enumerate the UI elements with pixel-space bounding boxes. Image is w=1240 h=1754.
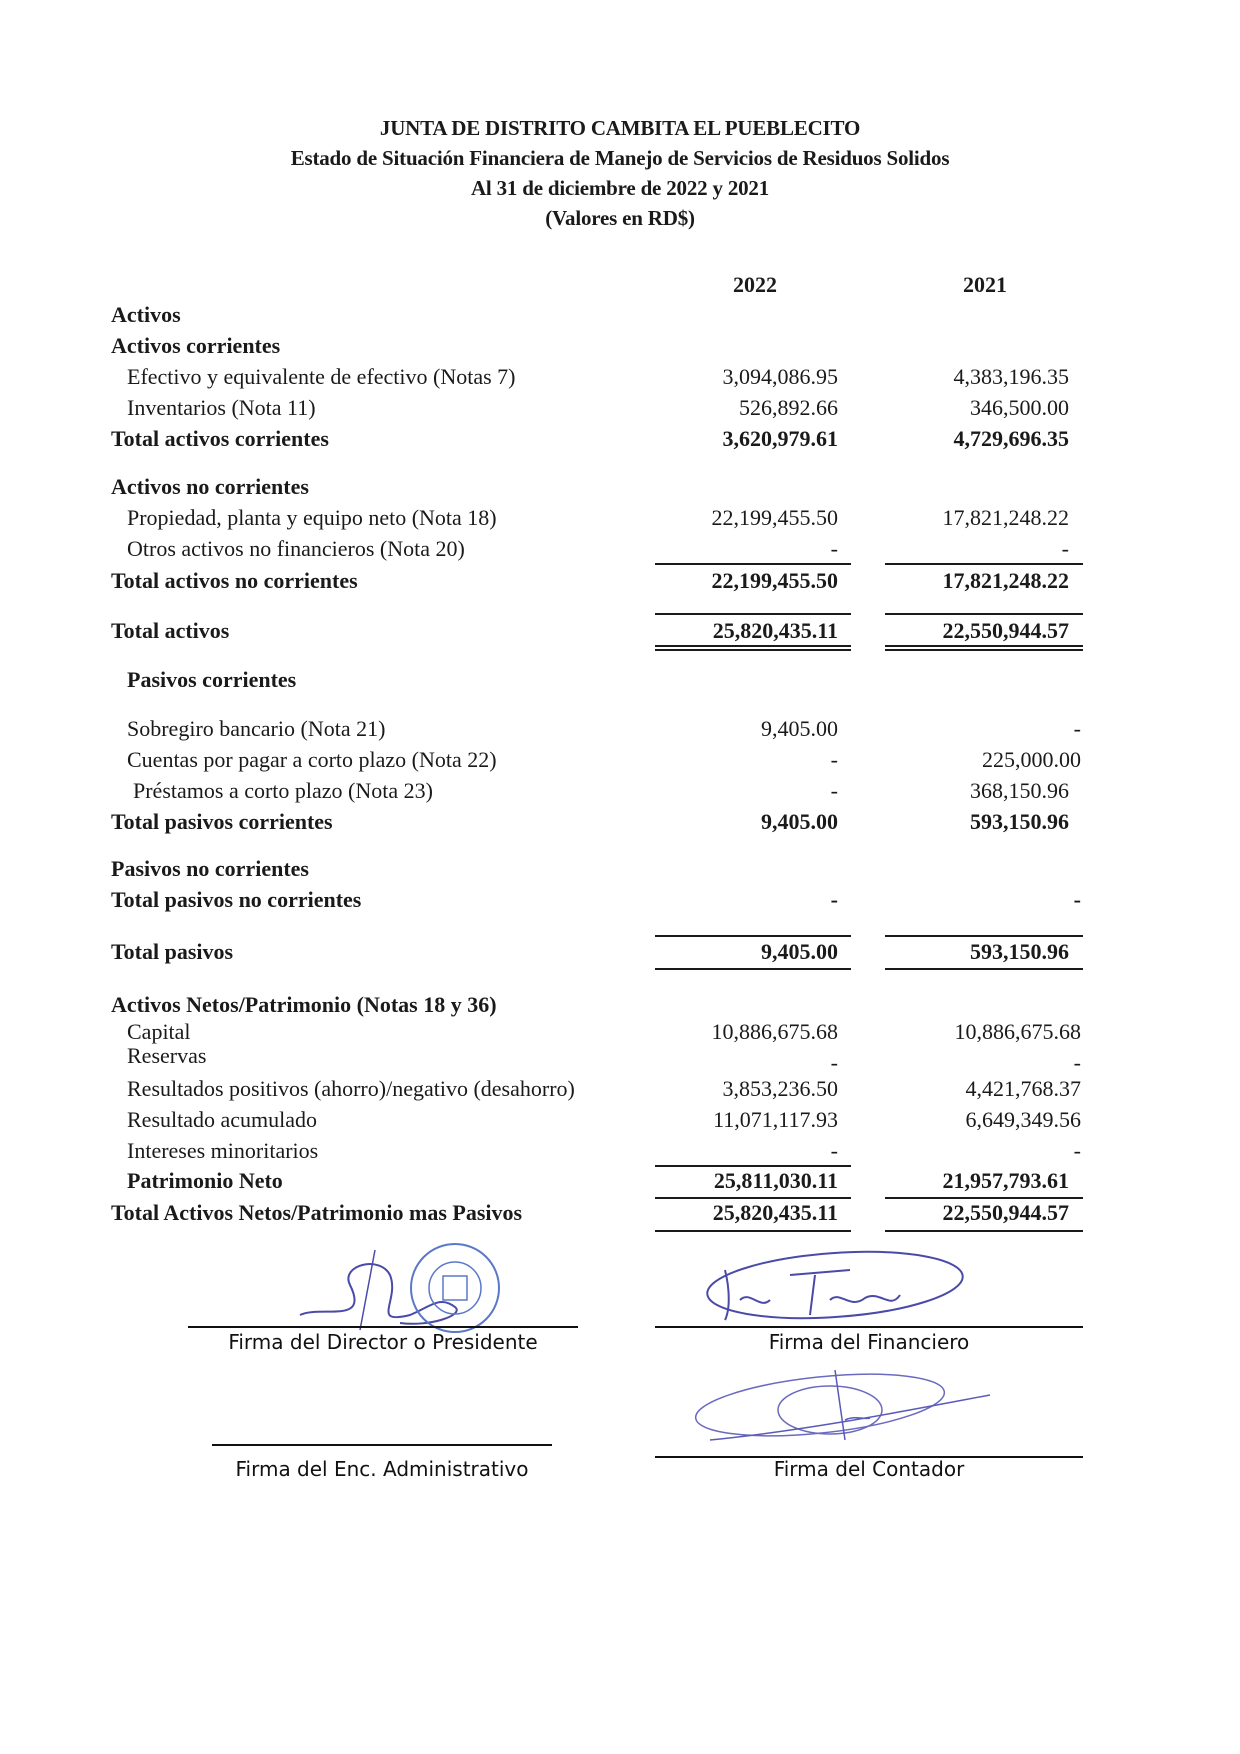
row-label: Capital xyxy=(127,1019,191,1044)
section-title: Activos corrientes xyxy=(111,333,281,358)
value-2021: 346,500.00 xyxy=(970,395,1069,420)
total-row xyxy=(0,807,1240,837)
value-2022: 3,853,236.50 xyxy=(722,1076,838,1101)
total-row xyxy=(0,566,1240,596)
statement-date: Al 31 de diciembre de 2022 y 2021 xyxy=(470,176,770,200)
table-row xyxy=(0,1041,1240,1075)
value-2021: 22,550,944.57 xyxy=(942,1200,1069,1225)
row-label: Sobregiro bancario (Nota 21) xyxy=(127,716,386,741)
value-2022: 9,405.00 xyxy=(761,716,838,741)
value-2021: 21,957,793.61 xyxy=(942,1168,1069,1193)
table-row xyxy=(0,362,1240,392)
table-row xyxy=(0,1136,1240,1166)
value-2022: 3,094,086.95 xyxy=(722,364,838,389)
total-rule xyxy=(655,968,851,970)
value-2022: 11,071,117.93 xyxy=(713,1107,838,1132)
value-2022: - xyxy=(830,887,838,912)
subtotal-rule xyxy=(885,563,1083,565)
value-2021: 6,649,349.56 xyxy=(965,1107,1081,1132)
section-title: Activos xyxy=(111,302,181,327)
total-rule xyxy=(885,968,1083,970)
row-label: Reservas xyxy=(127,1043,207,1068)
total-rule xyxy=(655,613,851,615)
net-equity-row xyxy=(0,1166,1240,1196)
value-2021: 4,729,696.35 xyxy=(953,426,1069,451)
signature-label-administrative: Firma del Enc. Administrativo xyxy=(235,1457,529,1481)
value-2022: 25,820,435.11 xyxy=(712,1200,838,1225)
value-2021: 225,000.00 xyxy=(982,747,1081,772)
currency-note: (Valores en RD$) xyxy=(545,206,695,230)
table-row xyxy=(0,1105,1240,1135)
section-non-current-liabilities xyxy=(0,854,1240,884)
value-2022: - xyxy=(830,536,838,561)
value-2021: - xyxy=(1073,1138,1081,1163)
row-label: Total activos corrientes xyxy=(111,426,329,451)
section-current-liabilities xyxy=(0,665,1240,695)
signature-label-accountant: Firma del Contador xyxy=(773,1457,965,1481)
value-2021: - xyxy=(1073,716,1081,741)
value-2021: 368,150.96 xyxy=(970,778,1069,803)
double-rule xyxy=(885,645,1083,647)
row-label: Resultados positivos (ahorro)/negativo (desahorro) xyxy=(127,1076,575,1101)
signature-line-financier xyxy=(655,1326,1083,1328)
total-row xyxy=(0,424,1240,454)
value-2021: 593,150.96 xyxy=(970,809,1069,834)
financier-signature-icon xyxy=(700,1240,970,1340)
signature-label-director: Firma del Director o Presidente xyxy=(228,1330,538,1354)
column-headers xyxy=(0,270,1240,300)
row-label: Total pasivos corrientes xyxy=(111,809,333,834)
value-2021: 4,383,196.35 xyxy=(953,364,1069,389)
subtotal-rule xyxy=(655,563,851,565)
section-assets xyxy=(0,300,1240,330)
column-2021: 2021 xyxy=(963,272,1007,297)
value-2021: - xyxy=(1073,1050,1081,1075)
table-row xyxy=(0,714,1240,744)
row-label: Inventarios (Nota 11) xyxy=(127,395,316,420)
total-row xyxy=(0,885,1240,915)
row-label: Préstamos a corto plazo (Nota 23) xyxy=(133,778,433,803)
total-rule xyxy=(885,1230,1083,1232)
value-2022: 10,886,675.68 xyxy=(711,1019,838,1044)
row-label: Total pasivos xyxy=(111,939,234,964)
section-title: Pasivos corrientes xyxy=(127,667,297,692)
statement-title: Estado de Situación Financiera de Manejo de Servicios de Residuos Solidos xyxy=(290,146,950,170)
row-label: Propiedad, planta y equipo neto (Nota 18) xyxy=(127,505,497,530)
value-2022: 22,199,455.50 xyxy=(711,505,838,530)
row-label: Total pasivos no corrientes xyxy=(111,887,362,912)
table-row xyxy=(0,776,1240,806)
official-stamp-icon xyxy=(405,1238,505,1338)
value-2022: - xyxy=(830,1050,838,1075)
accountant-signature-icon xyxy=(690,1370,1010,1450)
row-label: Intereses minoritarios xyxy=(127,1138,319,1163)
value-2021: 4,421,768.37 xyxy=(965,1076,1081,1101)
total-rule xyxy=(885,613,1083,615)
row-label: Total activos no corrientes xyxy=(111,568,358,593)
value-2022: 25,811,030.11 xyxy=(713,1168,838,1193)
table-row xyxy=(0,534,1240,564)
value-2022: 9,405.00 xyxy=(761,809,838,834)
grand-total-assets-row xyxy=(0,616,1240,646)
value-2022: 25,820,435.11 xyxy=(712,618,838,643)
row-label: Total Activos Netos/Patrimonio mas Pasivos xyxy=(111,1200,523,1225)
section-non-current-assets xyxy=(0,472,1240,502)
table-row xyxy=(0,393,1240,423)
section-title: Pasivos no corrientes xyxy=(111,856,309,881)
row-label: Cuentas por pagar a corto plazo (Nota 22) xyxy=(127,747,497,772)
signature-line-administrative xyxy=(212,1444,552,1446)
double-rule xyxy=(655,645,851,647)
value-2021: - xyxy=(1061,536,1069,561)
row-label: Resultado acumulado xyxy=(127,1107,318,1132)
value-2022: - xyxy=(830,747,838,772)
row-label: Otros activos no financieros (Nota 20) xyxy=(127,536,465,561)
total-liabilities-row xyxy=(0,937,1240,967)
value-2021: 593,150.96 xyxy=(970,939,1069,964)
double-rule xyxy=(655,649,851,651)
section-equity xyxy=(0,990,1240,1020)
value-2021: 22,550,944.57 xyxy=(942,618,1069,643)
section-title: Activos no corrientes xyxy=(111,474,309,499)
table-row xyxy=(0,1074,1240,1104)
value-2022: 526,892.66 xyxy=(739,395,838,420)
signature-label-financier: Firma del Financiero xyxy=(768,1330,970,1354)
row-label: Patrimonio Neto xyxy=(127,1168,283,1193)
value-2022: - xyxy=(830,778,838,803)
value-2021: - xyxy=(1073,887,1081,912)
row-label: Efectivo y equivalente de efectivo (Notas 7) xyxy=(127,364,516,389)
row-label: Total activos xyxy=(111,618,230,643)
section-current-assets xyxy=(0,331,1240,361)
table-row xyxy=(0,745,1240,775)
value-2022: 22,199,455.50 xyxy=(711,568,838,593)
section-title: Activos Netos/Patrimonio (Notas 18 y 36) xyxy=(111,992,497,1017)
value-2022: 9,405.00 xyxy=(761,939,838,964)
entity-title: JUNTA DE DISTRITO CAMBITA EL PUEBLECITO xyxy=(379,116,861,140)
value-2022: 3,620,979.61 xyxy=(722,426,838,451)
total-rule xyxy=(655,1230,851,1232)
value-2021: 17,821,248.22 xyxy=(942,568,1069,593)
value-2021: 10,886,675.68 xyxy=(954,1019,1081,1044)
value-2022: - xyxy=(830,1138,838,1163)
table-row xyxy=(0,503,1240,533)
signature-line-director xyxy=(188,1326,578,1328)
grand-total-row xyxy=(0,1198,1240,1228)
column-2022: 2022 xyxy=(733,272,777,297)
value-2021: 17,821,248.22 xyxy=(942,505,1069,530)
double-rule xyxy=(885,649,1083,651)
